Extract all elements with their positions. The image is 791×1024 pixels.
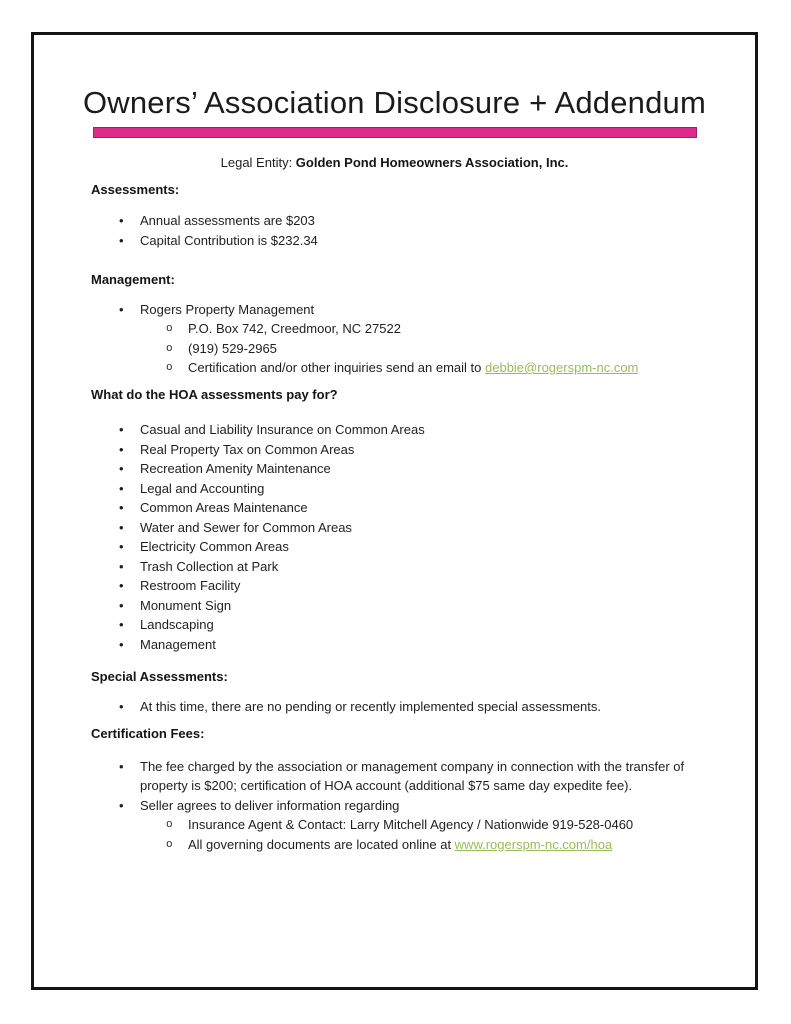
section-heading-hoa-pay: What do the HOA assessments pay for? <box>91 386 338 402</box>
list-item <box>91 498 720 518</box>
list-item-text: Restroom Facility <box>140 578 241 593</box>
list-item <box>91 231 720 251</box>
list-item <box>91 518 720 538</box>
list-item <box>91 537 720 557</box>
list-item-text: All governing documents are located online at <box>188 836 455 852</box>
list-item <box>91 420 720 440</box>
list-item <box>91 358 720 378</box>
list-item <box>91 459 720 479</box>
list-item-text: Management <box>140 636 216 652</box>
list-item-text: Annual assessments are $203 <box>140 213 315 228</box>
legal-entity-label: Legal Entity: <box>220 155 296 170</box>
accent-bar <box>93 127 697 138</box>
assessments-list <box>91 211 720 250</box>
list-item <box>91 319 720 339</box>
list-item-text: Recreation Amenity Maintenance <box>140 461 331 476</box>
list-item-text: Insurance Agent & Contact: Larry Mitchell Agency / Nationwide 919-528-0460 <box>188 817 634 832</box>
list-item-text: Water and Sewer for Common Areas <box>140 519 352 535</box>
list-item-text: Rogers Property Management <box>140 301 315 317</box>
document-body <box>34 180 755 855</box>
list-item-text: Legal and Accounting <box>140 480 265 496</box>
page-border-frame <box>31 32 758 990</box>
list-item <box>91 557 720 577</box>
certification-fees-list <box>91 757 720 855</box>
special-assessments-list <box>91 697 720 717</box>
section-heading-management: Management: <box>91 272 175 287</box>
list-item <box>91 697 720 717</box>
list-item-text: Common Areas Maintenance <box>140 500 308 515</box>
list-item <box>91 300 720 320</box>
list-item <box>91 635 720 655</box>
list-item <box>91 576 720 596</box>
section-heading-special-assessments: Special Assessments: <box>91 669 228 684</box>
list-item <box>91 757 720 796</box>
list-item-text: Capital Contribution is $232.34 <box>140 232 318 248</box>
legal-entity-line <box>34 153 755 173</box>
management-list <box>91 300 720 378</box>
email-link[interactable]: debbie@rogerspm-nc.com <box>485 360 639 375</box>
list-item <box>91 815 720 835</box>
hoa-pay-list <box>91 420 720 654</box>
list-item-text: Trash Collection at Park <box>140 558 279 574</box>
section-heading-assessments: Assessments: <box>91 181 180 197</box>
list-item <box>91 615 720 635</box>
list-item <box>91 596 720 616</box>
list-item-text: (919) 529-2965 <box>188 340 277 356</box>
list-item <box>91 211 720 231</box>
list-item <box>91 440 720 460</box>
list-item <box>91 796 720 816</box>
list-item <box>91 479 720 499</box>
section-heading-certification-fees: Certification Fees: <box>91 726 205 741</box>
list-item-text: The fee charged by the association or management company in connection with the transfer of property is $200; certification of HOA account (additional $75 same day expedite fee). <box>140 758 685 793</box>
list-item <box>91 835 720 855</box>
list-item-text: Real Property Tax on Common Areas <box>140 441 355 457</box>
list-item-text: Seller agrees to deliver information regarding <box>140 797 400 813</box>
list-item-text: Electricity Common Areas <box>140 539 289 554</box>
page-title: Owners’ Association Disclosure + Addendum <box>82 85 707 120</box>
list-item-text: At this time, there are no pending or recently implemented special assessments. <box>140 698 602 714</box>
list-item-text: Landscaping <box>140 617 214 632</box>
hoa-docs-link[interactable]: www.rogerspm-nc.com/hoa <box>454 836 613 852</box>
list-item-text: Certification and/or other inquiries send an email to <box>188 360 485 375</box>
list-item-text: P.O. Box 742, Creedmoor, NC 27522 <box>188 321 401 336</box>
list-item-text: Monument Sign <box>140 597 232 613</box>
list-item-text: Casual and Liability Insurance on Common Areas <box>140 422 425 437</box>
list-item <box>91 339 720 359</box>
legal-entity-value: Golden Pond Homeowners Association, Inc. <box>295 155 569 170</box>
